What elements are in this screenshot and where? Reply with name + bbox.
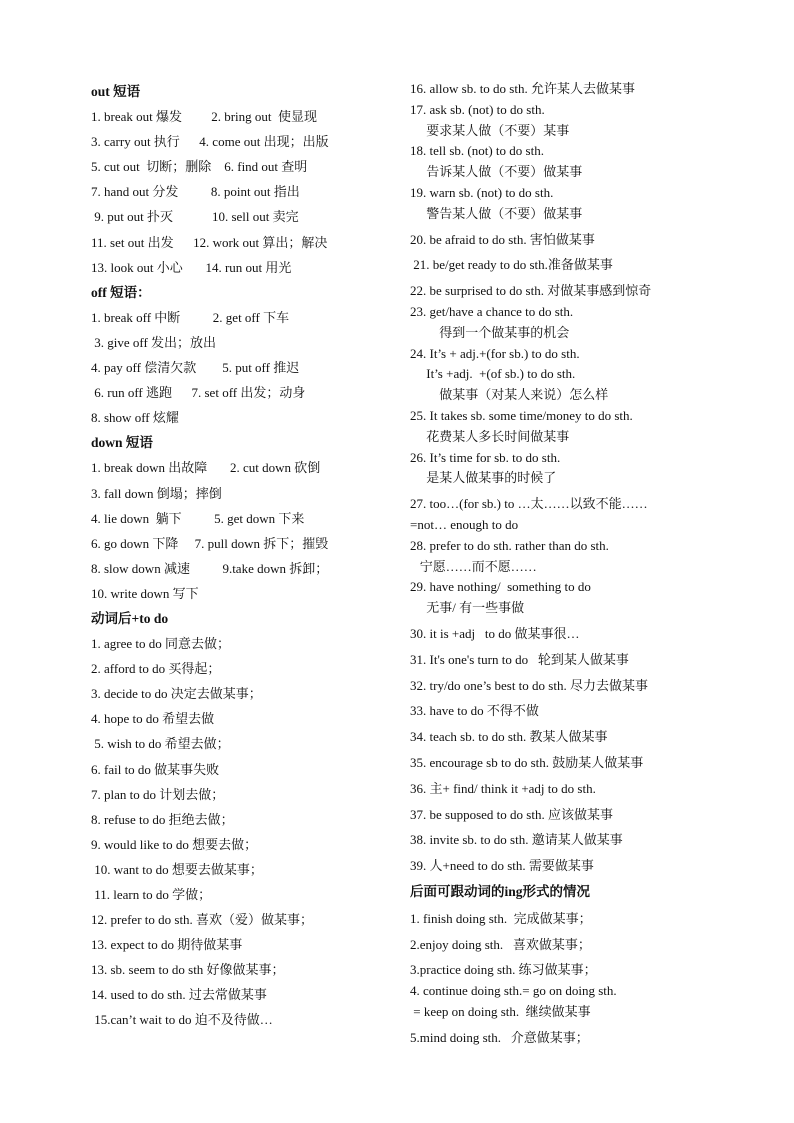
phrase-line: = keep on doing sth. 继续做某事	[410, 1004, 591, 1020]
phrase-line: 28. prefer to do sth. rather than do sth.	[410, 537, 609, 553]
phrase-line: 22. be surprised to do sth. 对做某事感到惊奇	[410, 283, 652, 299]
phrase-line: 7. plan to do 计划去做；	[91, 786, 225, 802]
phrase-line: 2.enjoy doing sth. 喜欢做某事；	[410, 936, 591, 952]
phrase-line: 7. hand out 分发 8. point out 指出	[91, 184, 300, 200]
phrase-line: 6. fail to do 做某事失败	[91, 761, 220, 777]
phrase-line: 3. give off 发出；放出	[91, 334, 217, 350]
phrase-line: 17. ask sb. (not) to do sth.	[410, 101, 545, 117]
phrase-line: 9. would like to do 想要去做；	[91, 836, 258, 852]
phrase-line: 做某事（对某人来说）怎么样	[410, 387, 609, 403]
phrase-line: 5.mind doing sth. 介意做某事；	[410, 1029, 589, 1045]
right-column	[410, 79, 710, 1049]
phrase-line: 23. get/have a chance to do sth.	[410, 303, 574, 319]
phrase-line: 6. go down 下降 7. pull down 拆下；摧毁	[91, 535, 329, 551]
phrase-line: 36. 主+ find/ think it +adj to do sth.	[410, 780, 596, 796]
phrase-line: 告诉某人做（不要）做某事	[410, 164, 583, 180]
phrase-line: =not… enough to do	[410, 516, 519, 532]
phrase-line: 3. fall down 倒塌；摔倒	[91, 485, 222, 501]
phrase-line: 16. allow sb. to do sth. 允许某人去做某事	[410, 81, 635, 96]
phrase-line: 26. It’s time for sb. to do sth.	[410, 449, 561, 465]
phrase-line: 19. warn sb. (not) to do sth.	[410, 184, 554, 200]
phrase-line: 31. It's one's turn to do 轮到某人做某事	[410, 651, 629, 667]
phrase-line: 是某人做某事的时候了	[410, 470, 557, 486]
phrase-line: 8. slow down 减速 9.take down 拆卸；	[91, 560, 329, 576]
phrase-line: 33. have to do 不得不做	[410, 703, 539, 719]
phrase-line: 1. agree to do 同意去做；	[91, 636, 231, 652]
phrase-line: 37. be supposed to do sth. 应该做某事	[410, 806, 613, 822]
phrase-line: 4. lie down 躺下 5. get down 下来	[91, 510, 305, 526]
phrase-line: 29. have nothing/ something to do	[410, 579, 591, 595]
phrase-line: 8. show off 炫耀	[91, 410, 179, 426]
phrase-line: 4. hope to do 希望去做	[91, 711, 215, 727]
phrase-line: 10. write down 写下	[91, 585, 199, 601]
phrase-line: 1. break out 爆发 2. bring out 使显现	[91, 109, 318, 125]
phrase-line: 8. refuse to do 拒绝去做；	[91, 811, 234, 827]
phrase-line: 1. break down 出故障 2. cut down 砍倒	[91, 460, 321, 476]
section-heading: out 短语	[91, 84, 141, 99]
phrase-line: 得到一个做某事的机会	[410, 324, 570, 340]
phrase-line: 3. decide to do 决定去做某事；	[91, 686, 262, 702]
phrase-line: 5. cut out 切断；删除 6. find out 查明	[91, 159, 308, 175]
phrase-line: 10. want to do 想要去做某事；	[91, 861, 263, 877]
phrase-line: 宁愿……而不愿……	[410, 558, 537, 574]
phrase-line: 1. finish doing sth. 完成做某事；	[410, 910, 592, 926]
phrase-line: 4. pay off 偿清欠款 5. put off 推迟	[91, 360, 300, 376]
phrase-line: 3.practice doing sth. 练习做某事；	[410, 962, 597, 978]
phrase-line: 39. 人+need to do sth. 需要做某事	[410, 858, 594, 874]
phrase-line: 花费某人多长时间做某事	[410, 428, 570, 444]
phrase-line: 30. it is +adj to do 做某事很…	[410, 625, 580, 641]
phrase-line: 24. It’s + adj.+(for sb.) to do sth.	[410, 345, 580, 361]
phrase-line: 4. continue doing sth.= go on doing sth.	[410, 983, 617, 999]
phrase-line: 2. afford to do 买得起；	[91, 661, 221, 677]
phrase-line: 1. break off 中断 2. get off 下车	[91, 309, 290, 325]
section-heading: 后面可跟动词的ing形式的情况	[410, 883, 591, 899]
phrase-line: 13. look out 小心 14. run out 用光	[91, 259, 292, 275]
section-heading: 动词后+to do	[91, 610, 169, 626]
section-heading: down 短语	[91, 435, 153, 451]
phrase-line: 要求某人做（不要）某事	[410, 122, 570, 138]
phrase-line: 38. invite sb. to do sth. 邀请某人做某事	[410, 832, 623, 848]
phrase-line: 13. sb. seem to do sth 好像做某事；	[91, 962, 285, 978]
phrase-line: 11. learn to do 学做；	[91, 887, 212, 902]
phrase-line: 21. be/get ready to do sth.准备做某事	[410, 257, 613, 273]
phrase-line: 20. be afraid to do sth. 害怕做某事	[410, 231, 595, 247]
phrase-line: 6. run off 逃跑 7. set off 出发；动身	[91, 385, 306, 401]
section-heading: off 短语：	[91, 284, 151, 300]
left-column	[91, 79, 391, 1033]
phrase-line: 35. encourage sb to do sth. 鼓励某人做某事	[410, 754, 644, 770]
phrase-line: 5. wish to do 希望去做；	[91, 736, 230, 752]
phrase-line: 3. carry out 执行 4. come out 出现；出版	[91, 134, 329, 150]
phrase-line: 34. teach sb. to do sth. 教某人做某事	[410, 729, 608, 745]
phrase-line: It’s +adj. +(of sb.) to do sth.	[410, 366, 576, 382]
phrase-line: 18. tell sb. (not) to do sth.	[410, 143, 544, 159]
phrase-line: 11. set out 出发 12. work out 算出；解决	[91, 234, 328, 250]
phrase-line: 14. used to do sth. 过去常做某事	[91, 987, 267, 1003]
phrase-line: 15.can’t wait to do 迫不及待做…	[91, 1012, 273, 1028]
phrase-line: 32. try/do one’s best to do sth. 尽力去做某事	[410, 677, 648, 693]
phrase-line: 12. prefer to do sth. 喜欢（爱）做某事；	[91, 912, 314, 928]
phrase-line: 9. put out 扑灭 10. sell out 卖完	[91, 209, 299, 225]
phrase-line: 警告某人做（不要）做某事	[410, 205, 583, 221]
phrase-line: 25. It takes sb. some time/money to do sth.	[410, 407, 633, 423]
phrase-line: 13. expect to do 期待做某事	[91, 937, 243, 953]
phrase-line: 27. too…(for sb.) to …太……以致不能……	[410, 496, 648, 512]
phrase-line: 无事/ 有一些事做	[410, 600, 525, 616]
